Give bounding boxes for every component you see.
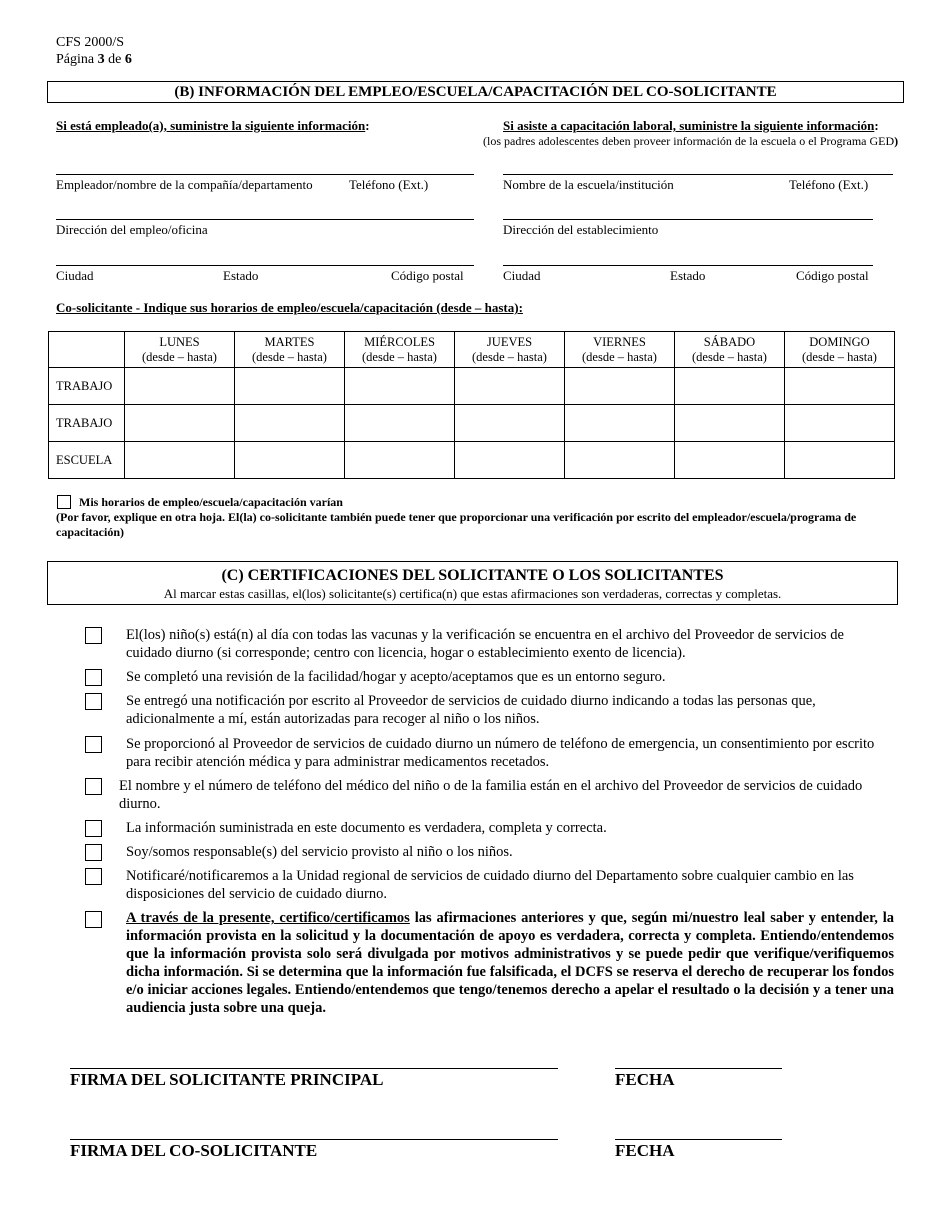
form-code: CFS 2000/S — [56, 35, 125, 50]
primary-signature-label: FIRMA DEL SOLICITANTE PRINCIPAL — [70, 1070, 384, 1089]
varies-label: Mis horarios de empleo/escuela/capacitación varían — [79, 495, 343, 509]
facility-address-field[interactable] — [503, 219, 873, 220]
co-date-label: FECHA — [615, 1141, 675, 1160]
schedule-header-row — [49, 332, 895, 368]
schedule-cell[interactable] — [125, 405, 235, 442]
day-header: MARTES (desde – hasta) — [235, 332, 345, 368]
row-label: TRABAJO — [49, 405, 125, 442]
row-label: ESCUELA — [49, 442, 125, 479]
work-address-label: Dirección del empleo/oficina — [56, 222, 208, 237]
schedule-cell[interactable] — [455, 442, 565, 479]
cert-checkbox[interactable] — [85, 820, 102, 837]
page-number: Página 3 de 6 — [56, 52, 132, 67]
schedule-cell[interactable] — [345, 442, 455, 479]
school-label: Nombre de la escuela/institución — [503, 177, 674, 192]
section-c-header — [47, 561, 898, 605]
schedule-cell[interactable] — [235, 442, 345, 479]
schedule-cell[interactable] — [565, 442, 675, 479]
cert-text: Se entregó una notificación por escrito al Proveedor de servicios de cuidado diurno indicando a todas las personas que, adicionalmente a mí, están autorizadas para recoger al niño o los niños. — [126, 693, 816, 727]
zip-label: Código postal — [391, 268, 464, 283]
section-b-title: (B) INFORMACIÓN DEL EMPLEO/ESCUELA/CAPACITACIÓN DEL CO-SOLICITANTE — [174, 84, 777, 100]
co-date-line[interactable] — [615, 1139, 782, 1140]
school-field[interactable] — [503, 174, 893, 175]
schedule-heading: Co-solicitante - Indique sus horarios de empleo/escuela/capacitación (desde – hasta): — [56, 300, 523, 315]
co-signature-label: FIRMA DEL CO-SOLICITANTE — [70, 1141, 318, 1160]
schedule-cell[interactable] — [565, 405, 675, 442]
schedule-cell[interactable] — [675, 405, 785, 442]
schedule-cell[interactable] — [235, 368, 345, 405]
phone-label-2: Teléfono (Ext.) — [789, 177, 869, 192]
day-header: LUNES (desde – hasta) — [125, 332, 235, 368]
city-label-2: Ciudad — [503, 268, 541, 283]
cert-text: Se proporcionó al Proveedor de servicios de cuidado diurno un número de teléfono de emergencia, un consentimiento por escrito para recibir atención médica y para administrar medicamentos recetados. — [126, 736, 875, 770]
schedule-cell[interactable] — [675, 368, 785, 405]
day-header: SÁBADO (desde – hasta) — [675, 332, 785, 368]
cert-text: Soy/somos responsable(s) del servicio provisto al niño o los niños. — [126, 844, 513, 860]
co-signature-line[interactable] — [70, 1139, 558, 1140]
cert-checkbox[interactable] — [85, 627, 102, 644]
schedule-cell[interactable] — [785, 442, 895, 479]
schedule-row — [49, 368, 895, 405]
facility-address-label: Dirección del establecimiento — [503, 222, 659, 237]
city-state-zip-field[interactable] — [56, 265, 474, 266]
schedule-cell[interactable] — [345, 368, 455, 405]
section-b-header — [47, 81, 904, 103]
schedule-cell[interactable] — [785, 368, 895, 405]
cert-text: La información suministrada en este documento es verdadera, completa y correcta. — [126, 820, 607, 836]
zip-label-2: Código postal — [796, 268, 869, 283]
schedule-cell[interactable] — [235, 405, 345, 442]
varies-note: (Por favor, explique en otra hoja. El(la) co-solicitante también puede tener que proporcionar una verificación por escrito del empleador/escuela/programa de capacitación) — [56, 510, 857, 539]
city-label: Ciudad — [56, 268, 94, 283]
day-header: VIERNES (desde – hasta) — [565, 332, 675, 368]
cert-text: El(los) niño(s) está(n) al día con todas las vacunas y la verificación se encuentra en el archivo del Proveedor de servicios de cuidado diurno (si corresponde; centro con licencia, hogar o establecimiento exento de licencia). — [126, 627, 844, 661]
primary-date-line[interactable] — [615, 1068, 782, 1069]
schedule-cell[interactable] — [125, 442, 235, 479]
row-label: TRABAJO — [49, 368, 125, 405]
state-label: Estado — [223, 268, 259, 283]
day-header: MIÉRCOLES (desde – hasta) — [345, 332, 455, 368]
varies-checkbox[interactable] — [57, 495, 71, 509]
primary-date-label: FECHA — [615, 1070, 675, 1089]
training-note: (los padres adolescentes deben proveer información de la escuela o el Programa GED) — [483, 134, 899, 148]
employer-label: Empleador/nombre de la compañía/departamento — [56, 177, 313, 192]
section-c-title: (C) CERTIFICACIONES DEL SOLICITANTE O LOS SOLICITANTES — [221, 567, 724, 584]
employed-heading: Si está empleado(a), suministre la siguiente información: — [56, 118, 370, 133]
phone-label: Teléfono (Ext.) — [349, 177, 429, 192]
schedule-cell[interactable] — [125, 368, 235, 405]
primary-signature-line[interactable] — [70, 1068, 558, 1069]
city-state-zip-field-2[interactable] — [503, 265, 873, 266]
work-address-field[interactable] — [56, 219, 474, 220]
cert-checkbox[interactable] — [85, 669, 102, 686]
day-header: JUEVES (desde – hasta) — [455, 332, 565, 368]
final-cert-checkbox[interactable] — [85, 911, 102, 928]
final-cert-text: A través de la presente, certifico/certificamos las afirmaciones anteriores y que, según mi/nuestro leal saber y entender, la información provista en la solicitud y la documentación de apoyo es verdadera, correcta y completa. Entiendo/entendemos que la información provista solo será divulgada por motivos administrativos y se puede pedir que verifique/verifiquemos dicha información. Si se determina que la información fue falsificada, el DCFS se reserva el derecho de recuperar los fondos e/o iniciar acciones legales. Entiendo/entendemos que tengo/tenemos derecho a apelar el resultado o la decisión y a tener una audiencia justa sobre una queja. — [126, 910, 894, 1016]
cert-text: Notificaré/notificaremos a la Unidad regional de servicios de cuidado diurno del Departamento sobre cualquier cambio en las disposiciones del servicio de cuidado diurno. — [126, 868, 854, 902]
day-header: DOMINGO (desde – hasta) — [785, 332, 895, 368]
schedule-row — [49, 442, 895, 479]
cert-checkbox[interactable] — [85, 844, 102, 861]
schedule-table — [48, 331, 895, 479]
cert-checkbox[interactable] — [85, 693, 102, 710]
form-header — [56, 34, 132, 68]
section-c-subtitle: Al marcar estas casillas, el(los) solicitante(s) certifica(n) que estas afirmaciones son verdaderas, correctas y completas. — [163, 586, 782, 601]
cert-checkbox[interactable] — [85, 868, 102, 885]
state-label-2: Estado — [670, 268, 706, 283]
schedule-cell[interactable] — [455, 368, 565, 405]
schedule-cell[interactable] — [785, 405, 895, 442]
schedule-cell[interactable] — [675, 442, 785, 479]
cert-text: El nombre y el número de teléfono del médico del niño o de la familia están en el archivo del Proveedor de servicios de cuidado diurno. — [119, 778, 863, 812]
corner-cell — [49, 332, 125, 368]
schedule-row — [49, 405, 895, 442]
schedule-cell[interactable] — [345, 405, 455, 442]
cert-checkbox[interactable] — [85, 778, 102, 795]
cert-text: Se completó una revisión de la facilidad/hogar y acepto/aceptamos que es un entorno seguro. — [126, 669, 666, 685]
schedule-cell[interactable] — [455, 405, 565, 442]
employer-field[interactable] — [56, 174, 474, 175]
cert-checkbox[interactable] — [85, 736, 102, 753]
schedule-cell[interactable] — [565, 368, 675, 405]
training-heading: Si asiste a capacitación laboral, suministre la siguiente información: — [503, 118, 879, 133]
